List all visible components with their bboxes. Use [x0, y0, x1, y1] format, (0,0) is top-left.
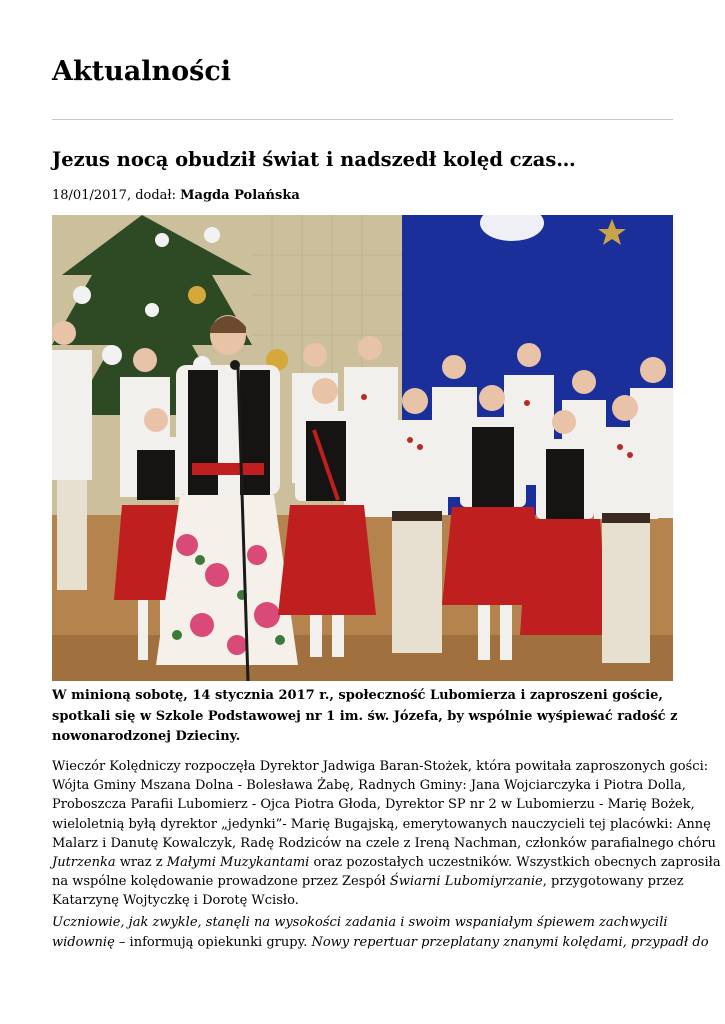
body-line: Malarz i Danutę Kowalczyk, Radę Rodziców na czele z Ireną Nachman, członków parafialnego chóru: [52, 835, 716, 851]
lead-line: nowonarodzonej Dzieciny.: [52, 729, 241, 744]
body-line: Jutrzenka wraz z Małymi Muzykantami oraz pozostałych uczestników. Wszystkich obecnych zaprosiła: [52, 855, 721, 871]
band-name: Świarni Lubomiyrzanie: [389, 874, 543, 890]
post-author[interactable]: Magda Polańska: [180, 188, 300, 203]
post-meta: [52, 186, 300, 206]
lead-line: spotkali się w Szkole Podstawowej nr 1 im. św. Józefa, by wspólnie wyśpiewać radość z: [52, 708, 678, 724]
lead-paragraph: [52, 686, 678, 748]
added-by-label: , dodał:: [126, 188, 181, 203]
body-line: wieloletnią byłą dyrektor „jedynki”- Marię Bugajską, emerytowanych nauczycieli tej placówki: Annę: [52, 816, 711, 832]
quote-paragraph: [52, 913, 709, 953]
body-paragraph: [52, 757, 721, 911]
body-line: na wspólne kolędowanie prowadzone przez Zespół Świarni Lubomiyrzanie, przygotowany przez: [52, 874, 684, 890]
lead-line: W minioną sobotę, 14 stycznia 2017 r., społeczność Lubomierza i zaproszeni goście,: [52, 688, 663, 703]
group-name: Małymi Muzykantami: [166, 855, 310, 871]
article-photo[interactable]: [52, 215, 673, 681]
body-line: Katarzynę Wojtyczkę i Dorotę Wcisło.: [52, 893, 299, 909]
divider: [52, 119, 673, 120]
body-line: Wieczór Kolędniczy rozpoczęła Dyrektor Jadwiga Baran-Stożek, która powitała zaproszonych gości:: [52, 759, 709, 774]
post-date: 18/01/2017: [52, 188, 127, 203]
choir-name: Jutrzenka: [52, 855, 116, 871]
quote-line: widownię – informują opiekunki grupy. Nowy repertuar przeplatany znanymi kolędami, przypadł do: [52, 935, 709, 950]
carol-concert-photo: [52, 215, 673, 681]
quote-line: Uczniowie, jak zwykle, stanęli na wysokości zadania i swoim wspaniałym śpiewem zachwycili: [52, 915, 668, 930]
post-title[interactable]: Jezus nocą obudził świat i nadszedł kolęd czas…: [52, 148, 576, 171]
body-line: Proboszcza Parafii Lubomierz - Ojca Piotra Głoda, Dyrektor SP nr 2 w Lubomierzu - Marię Bożek,: [52, 797, 695, 813]
body-line: Wójta Gminy Mszana Dolna - Bolesława Żabę, Radnych Gminy: Jana Wojciarczyka i Piotra Dolla,: [52, 778, 686, 794]
section-title: Aktualności: [52, 56, 232, 87]
